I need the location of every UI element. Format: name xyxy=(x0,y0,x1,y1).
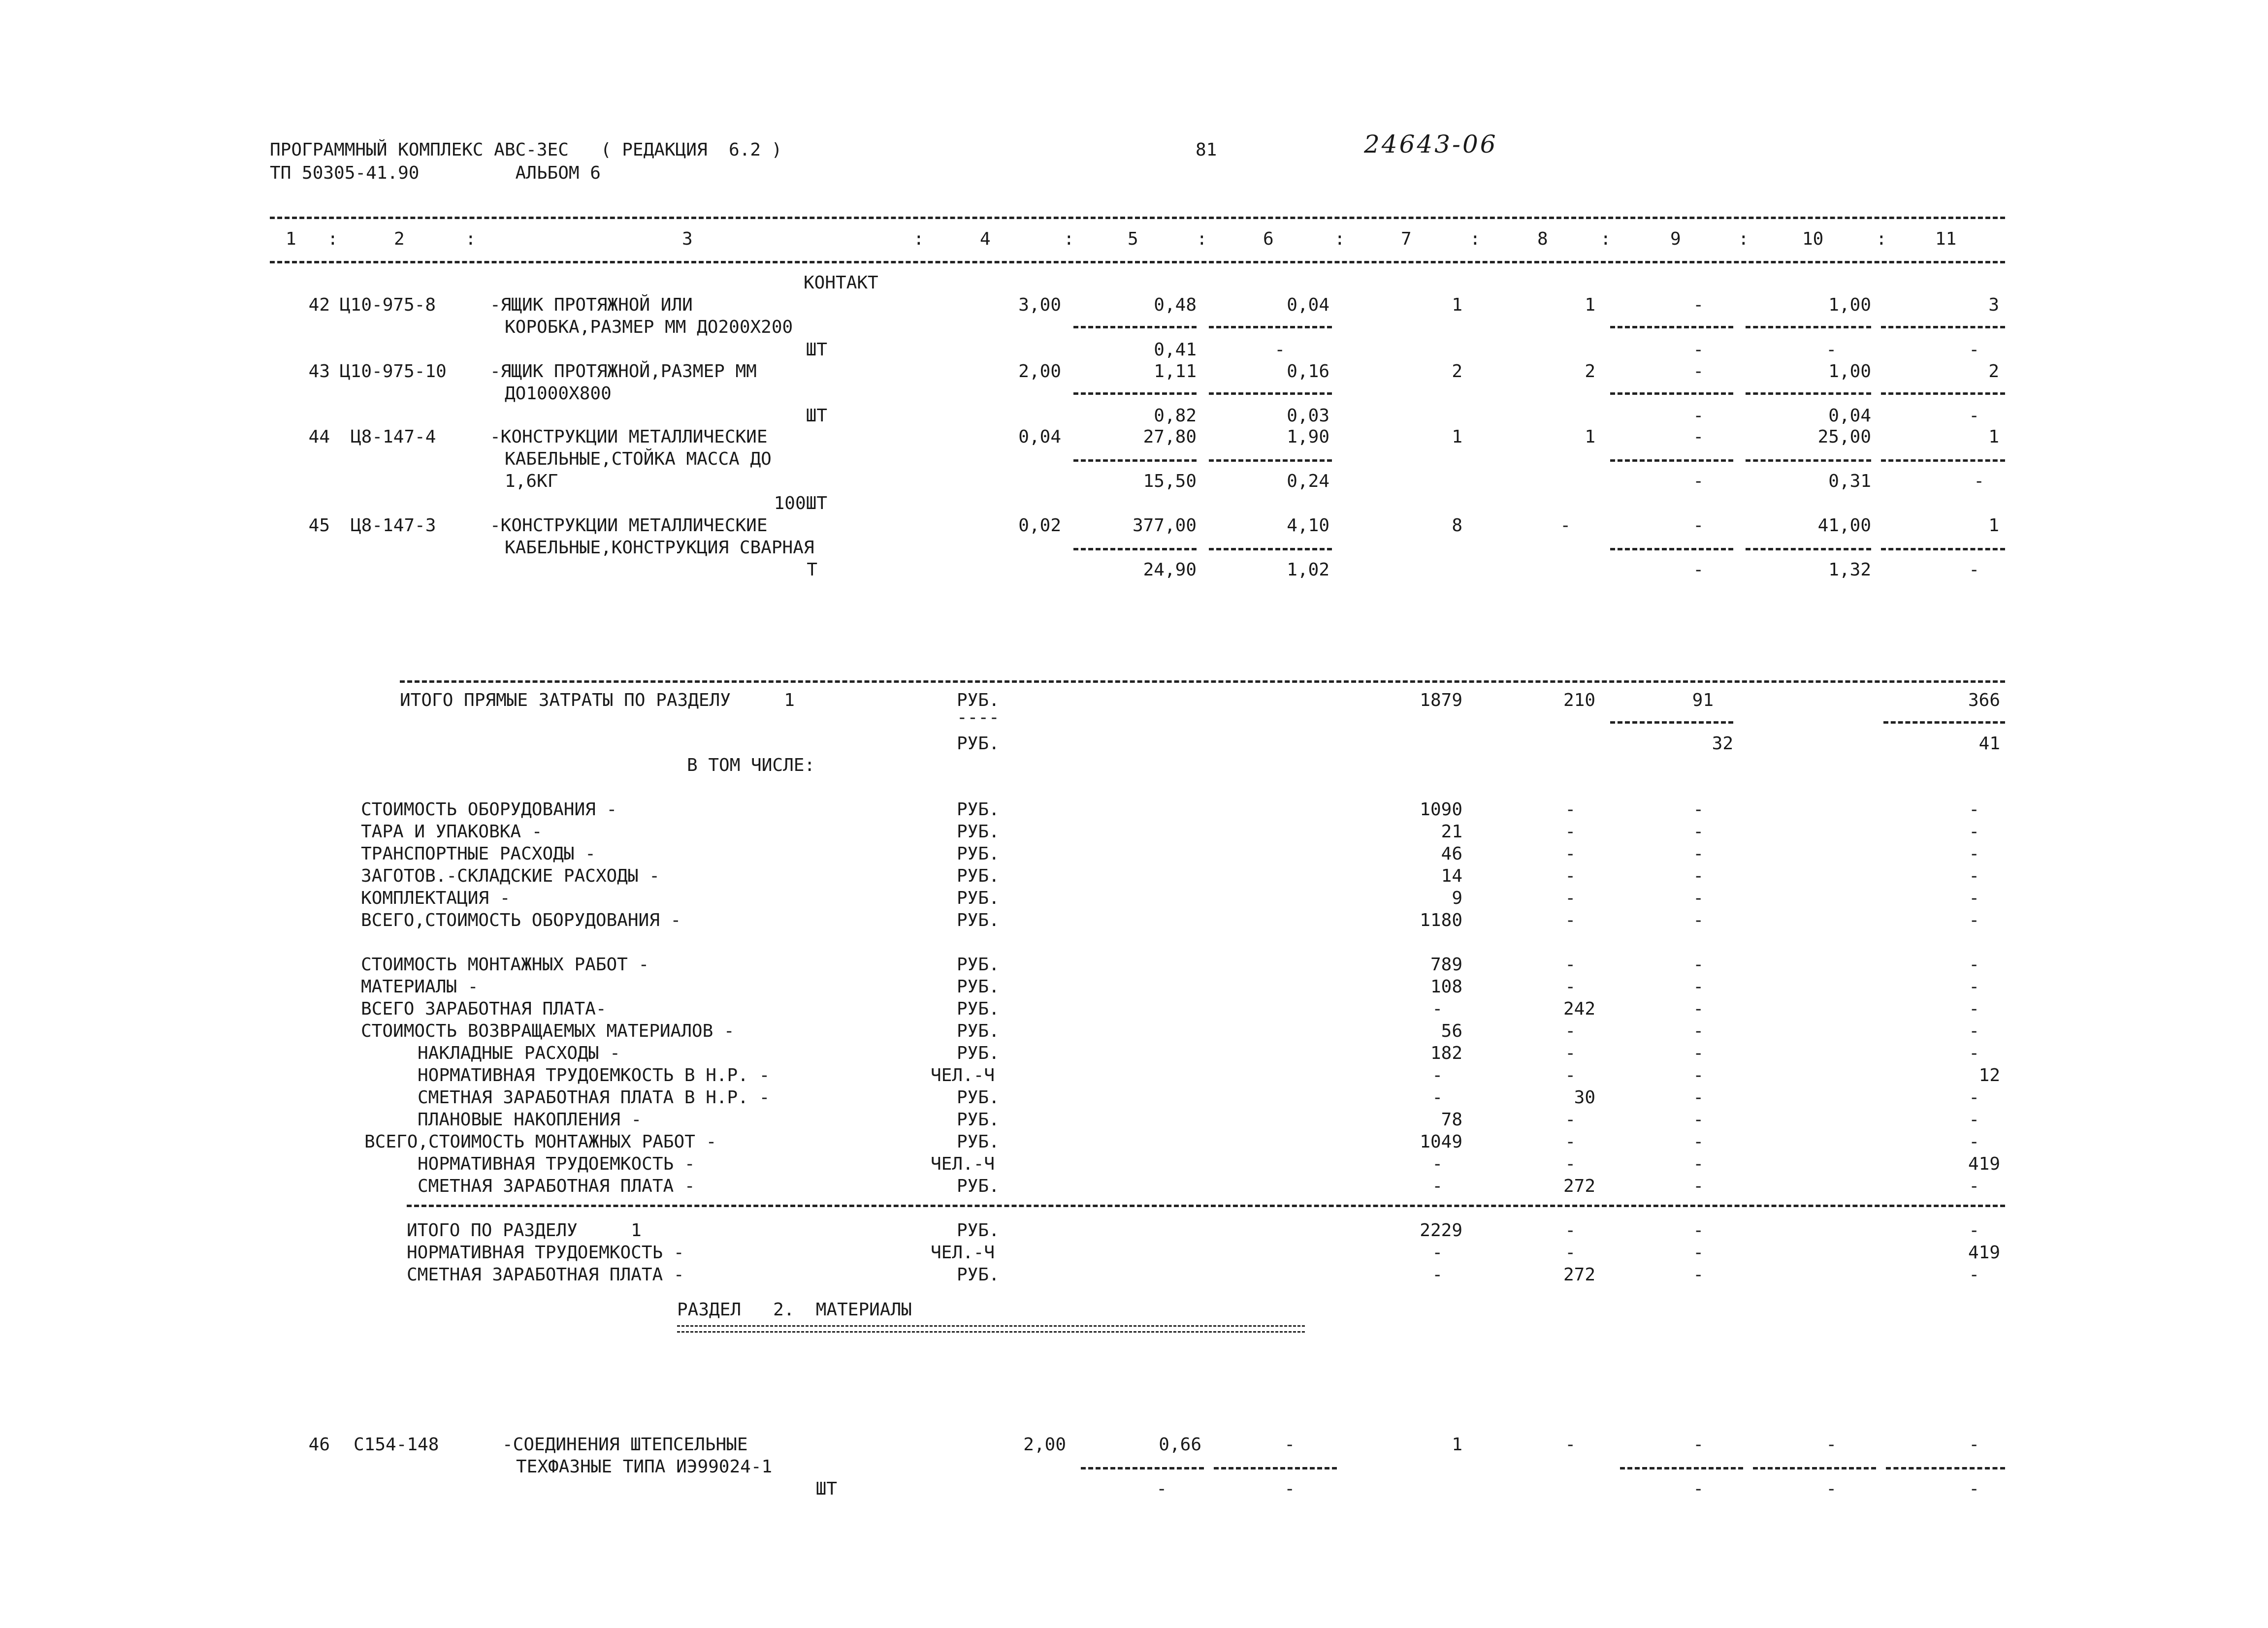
summary-c9: - xyxy=(1693,1021,1704,1041)
col-sep: : xyxy=(465,229,476,249)
col-5: 5 xyxy=(1128,229,1138,249)
summary-unit: ЧЕЛ.-Ч xyxy=(931,1243,995,1263)
summary-c9: - xyxy=(1693,1154,1704,1174)
summary-c7: - xyxy=(1432,1154,1443,1174)
summary-c11: - xyxy=(1969,999,1979,1019)
col-sep: : xyxy=(1470,229,1481,249)
summary-c8: - xyxy=(1565,822,1576,842)
col-4: 4 xyxy=(980,229,991,249)
summary-c8: 242 xyxy=(1563,999,1595,1019)
cell-divider xyxy=(1881,392,2005,395)
section-title: РАЗДЕЛ 2. МАТЕРИАЛЫ xyxy=(677,1300,912,1320)
cell-divider xyxy=(1883,721,2005,724)
summary-label: ТРАНСПОРТНЫЕ РАСХОДЫ - xyxy=(361,844,596,864)
cell-divider xyxy=(1746,459,1871,462)
summary-unit: РУБ. xyxy=(957,1176,1000,1196)
summary-unit: РУБ. xyxy=(957,844,1000,864)
cell-divider xyxy=(1073,392,1197,395)
top-rule xyxy=(270,217,2005,219)
cell-divider xyxy=(1610,459,1733,462)
summary-unit: ЧЕЛ.-Ч xyxy=(931,1065,995,1085)
col-10: 10 xyxy=(1802,229,1824,249)
summary-c8: - xyxy=(1565,1065,1576,1085)
cell-c6: - xyxy=(1284,1435,1295,1455)
summary-c9: - xyxy=(1693,1176,1704,1196)
cell-c11b: - xyxy=(1969,1479,1979,1499)
cell-c11: 2 xyxy=(1988,361,1999,382)
summary-c9: - xyxy=(1693,866,1704,886)
cell-c4: 2,00 xyxy=(1018,361,1061,382)
itogo-c9: 91 xyxy=(1692,690,1714,710)
cell-c5: 0,66 xyxy=(1159,1435,1201,1455)
col-sep: : xyxy=(1334,229,1345,249)
itogo-c8: 210 xyxy=(1563,690,1595,710)
col-3: 3 xyxy=(682,229,693,249)
row-unit: ШТ xyxy=(815,1479,837,1499)
cell-c5: 1,11 xyxy=(1154,361,1197,382)
row-number: 44 xyxy=(308,427,330,447)
summary-unit: РУБ. xyxy=(957,977,1000,997)
cell-divider xyxy=(1610,721,1733,724)
second-c11: 41 xyxy=(1978,734,2000,754)
col-sep: : xyxy=(1197,229,1207,249)
summary-c7: 1049 xyxy=(1420,1132,1462,1152)
summary-c8: - xyxy=(1565,1243,1576,1263)
summary-c8: - xyxy=(1565,1043,1576,1063)
summary-c7: - xyxy=(1432,1176,1443,1196)
summary-unit: РУБ. xyxy=(957,1220,1000,1241)
cell-divider xyxy=(1610,548,1733,550)
summary-c8: - xyxy=(1565,1021,1576,1041)
col-sep: : xyxy=(1064,229,1074,249)
cell-c6b: 1,02 xyxy=(1287,560,1329,580)
dash-text: ---- xyxy=(957,707,1000,728)
summary-label: НОРМАТИВНАЯ ТРУДОЕМКОСТЬ В Н.Р. - xyxy=(418,1065,770,1085)
summary-label: СТОИМОСТЬ ВОЗВРАЩАЕМЫХ МАТЕРИАЛОВ - xyxy=(361,1021,735,1041)
row-code: Ц10-975-8 xyxy=(340,295,436,315)
cell-c6: 0,04 xyxy=(1287,295,1329,315)
cell-c5: 377,00 xyxy=(1132,515,1197,536)
summary-c11: - xyxy=(1969,1087,1979,1108)
cell-c9b: - xyxy=(1693,560,1704,580)
summary-unit: РУБ. xyxy=(957,1021,1000,1041)
cell-c4: 3,00 xyxy=(1018,295,1061,315)
col-9: 9 xyxy=(1670,229,1681,249)
row-number: 42 xyxy=(308,295,330,315)
row-number: 43 xyxy=(308,361,330,382)
project-title: ТП 50305-41.90 АЛЬБОМ 6 xyxy=(270,163,601,183)
summary-c7: - xyxy=(1432,1243,1443,1263)
cell-divider xyxy=(1073,326,1197,328)
summary-label: ИТОГО ПО РАЗДЕЛУ 1 xyxy=(407,1220,642,1241)
summary-c9: - xyxy=(1693,999,1704,1019)
summary-c8: - xyxy=(1565,910,1576,930)
cell-divider xyxy=(1886,1467,2005,1469)
cell-c9: - xyxy=(1693,427,1704,447)
cell-c5b: - xyxy=(1156,1479,1167,1499)
col-1: 1 xyxy=(286,229,296,249)
summary-unit: РУБ. xyxy=(957,888,1000,908)
cell-c5b: 15,50 xyxy=(1143,471,1197,491)
col-8: 8 xyxy=(1537,229,1548,249)
cell-c10b: 0,04 xyxy=(1828,406,1871,426)
col-11: 11 xyxy=(1935,229,1957,249)
cell-c7: 8 xyxy=(1452,515,1462,536)
summary-label: ПЛАНОВЫЕ НАКОПЛЕНИЯ - xyxy=(418,1110,642,1130)
row-description: КОРОБКА,РАЗМЕР ММ ДО200Х200 xyxy=(505,317,793,337)
cell-c9b: - xyxy=(1693,471,1704,491)
summary-c8: - xyxy=(1565,866,1576,886)
cell-c9b: - xyxy=(1693,340,1704,360)
summary-unit: РУБ. xyxy=(957,1265,1000,1285)
summary-label: КОМПЛЕКТАЦИЯ - xyxy=(361,888,511,908)
summary-c8: - xyxy=(1565,1154,1576,1174)
col-sep: : xyxy=(327,229,338,249)
cell-c9: - xyxy=(1693,295,1704,315)
cell-divider xyxy=(1881,326,2005,328)
cell-c10b: - xyxy=(1826,340,1837,360)
summary-unit: РУБ. xyxy=(957,866,1000,886)
row-unit: 100ШТ xyxy=(774,493,827,513)
cell-c6: 4,10 xyxy=(1287,515,1329,536)
summary-unit: РУБ. xyxy=(957,1043,1000,1063)
cell-divider xyxy=(1610,326,1733,328)
cell-c9: - xyxy=(1693,1435,1704,1455)
summary-c9: - xyxy=(1693,1043,1704,1063)
unit-label: КОНТАКТ xyxy=(804,273,878,293)
summary-c11: - xyxy=(1969,910,1979,930)
summary-c7: 1180 xyxy=(1420,910,1462,930)
cell-c6b: - xyxy=(1274,340,1285,360)
summary-c11: - xyxy=(1969,1021,1979,1041)
summary-c7: 108 xyxy=(1430,977,1462,997)
cell-c11b: - xyxy=(1969,340,1979,360)
summary-label: СТОИМОСТЬ ОБОРУДОВАНИЯ - xyxy=(361,799,617,820)
cell-c11b: - xyxy=(1969,560,1979,580)
cell-c8: 1 xyxy=(1585,427,1595,447)
cell-c11: 1 xyxy=(1988,515,1999,536)
cell-c6b: 0,03 xyxy=(1287,406,1329,426)
cell-c5b: 24,90 xyxy=(1143,560,1197,580)
summary-c11: 419 xyxy=(1968,1243,2000,1263)
row-description: -ЯЩИК ПРОТЯЖНОЙ,РАЗМЕР ММ xyxy=(490,361,757,382)
itogo-c7: 1879 xyxy=(1420,690,1462,710)
second-unit: РУБ. xyxy=(957,734,1000,754)
summary-label: ВСЕГО ЗАРАБОТНАЯ ПЛАТА- xyxy=(361,999,607,1019)
summary-c7: 182 xyxy=(1430,1043,1462,1063)
summary-c11: - xyxy=(1969,977,1979,997)
summary-c11: - xyxy=(1969,844,1979,864)
summary-unit: ЧЕЛ.-Ч xyxy=(931,1154,995,1174)
row-description: -СОЕДИНЕНИЯ ШТЕПСЕЛЬНЫЕ xyxy=(502,1435,748,1455)
cell-c10: 41,00 xyxy=(1817,515,1871,536)
cell-c5b: 0,82 xyxy=(1154,406,1197,426)
row-description: КАБЕЛЬНЫЕ,КОНСТРУКЦИЯ СВАРНАЯ xyxy=(505,538,814,558)
cell-c7: 1 xyxy=(1452,295,1462,315)
summary-c9: - xyxy=(1693,1220,1704,1241)
row-code: Ц8-147-3 xyxy=(351,515,436,536)
summary-c8: - xyxy=(1565,955,1576,975)
row-description: ТЕХФАЗНЫЕ ТИПА ИЭ99024-1 xyxy=(516,1457,773,1477)
summary-unit: РУБ. xyxy=(957,1132,1000,1152)
cell-c10b: - xyxy=(1826,1479,1837,1499)
v-tom-chisle: В ТОМ ЧИСЛЕ: xyxy=(687,755,815,775)
col-sep: : xyxy=(1600,229,1611,249)
totals-rule xyxy=(400,680,2005,683)
cell-divider xyxy=(1881,548,2005,550)
cell-divider xyxy=(1746,548,1871,550)
cell-c9: - xyxy=(1693,515,1704,536)
summary-c11: - xyxy=(1969,866,1979,886)
summary-c9: - xyxy=(1693,888,1704,908)
cell-divider xyxy=(1746,326,1871,328)
cell-c7: 2 xyxy=(1452,361,1462,382)
program-title: ПРОГРАММНЫЙ КОМПЛЕКС АВС-3ЕС ( РЕДАКЦИЯ 6.2 ) xyxy=(270,140,782,160)
summary-label: НОРМАТИВНАЯ ТРУДОЕМКОСТЬ - xyxy=(407,1243,684,1263)
cell-c10: - xyxy=(1826,1435,1837,1455)
header-rule xyxy=(270,261,2005,263)
summary-c9: - xyxy=(1693,1132,1704,1152)
summary-label: СМЕТНАЯ ЗАРАБОТНАЯ ПЛАТА - xyxy=(418,1176,695,1196)
summary-label: ЗАГОТОВ.-СКЛАДСКИЕ РАСХОДЫ - xyxy=(361,866,660,886)
row-unit: ШТ xyxy=(806,406,827,426)
summary-c9: - xyxy=(1693,1087,1704,1108)
col-6: 6 xyxy=(1263,229,1274,249)
summary-label: СМЕТНАЯ ЗАРАБОТНАЯ ПЛАТА - xyxy=(407,1265,684,1285)
summary-c9: - xyxy=(1693,1065,1704,1085)
cell-c11: - xyxy=(1969,1435,1979,1455)
summary-c9: - xyxy=(1693,1265,1704,1285)
cell-c6: 1,90 xyxy=(1287,427,1329,447)
summary-c11: - xyxy=(1969,1220,1979,1241)
summary-c7: 9 xyxy=(1452,888,1462,908)
summary-c11: - xyxy=(1969,799,1979,820)
section-total-rule xyxy=(407,1205,2005,1207)
row-description: КАБЕЛЬНЫЕ,СТОЙКА МАССА ДО xyxy=(505,449,772,469)
summary-c8: - xyxy=(1565,977,1576,997)
summary-c8: - xyxy=(1565,1220,1576,1241)
row-description: -ЯЩИК ПРОТЯЖНОЙ ИЛИ xyxy=(490,295,693,315)
cell-c6b: 0,24 xyxy=(1287,471,1329,491)
summary-c7: 46 xyxy=(1441,844,1462,864)
summary-c7: 78 xyxy=(1441,1110,1462,1130)
cell-c7: 1 xyxy=(1452,1435,1462,1455)
cell-c5: 27,80 xyxy=(1143,427,1197,447)
row-code: С154-148 xyxy=(354,1435,439,1455)
cell-c11b: - xyxy=(1974,471,1984,491)
cell-divider xyxy=(1209,459,1332,462)
cell-c11: 3 xyxy=(1988,295,1999,315)
cell-divider xyxy=(1881,459,2005,462)
cell-divider xyxy=(1610,392,1733,395)
itogo-label: ИТОГО ПРЯМЫЕ ЗАТРАТЫ ПО РАЗДЕЛУ 1 xyxy=(400,690,795,710)
row-description: 1,6КГ xyxy=(505,471,558,491)
cell-divider xyxy=(1209,392,1332,395)
row-unit: ШТ xyxy=(806,340,827,360)
summary-c7: 789 xyxy=(1430,955,1462,975)
summary-label: НАКЛАДНЫЕ РАСХОДЫ - xyxy=(418,1043,620,1063)
summary-c11: 419 xyxy=(1968,1154,2000,1174)
summary-label: ТАРА И УПАКОВКА - xyxy=(361,822,543,842)
summary-c9: - xyxy=(1693,822,1704,842)
summary-c8: 30 xyxy=(1574,1087,1595,1108)
cell-c8: 2 xyxy=(1585,361,1595,382)
row-description: -КОНСТРУКЦИИ МЕТАЛЛИЧЕСКИЕ xyxy=(490,427,768,447)
col-sep: : xyxy=(1876,229,1887,249)
summary-c11: - xyxy=(1969,822,1979,842)
summary-unit: РУБ. xyxy=(957,1110,1000,1130)
cell-divider xyxy=(1214,1467,1337,1469)
summary-c8: - xyxy=(1565,1110,1576,1130)
summary-unit: РУБ. xyxy=(957,799,1000,820)
summary-label: НОРМАТИВНАЯ ТРУДОЕМКОСТЬ - xyxy=(418,1154,695,1174)
cell-divider xyxy=(1620,1467,1743,1469)
summary-c8: 272 xyxy=(1563,1265,1595,1285)
summary-c7: 14 xyxy=(1441,866,1462,886)
summary-c7: - xyxy=(1432,1087,1443,1108)
summary-c8: - xyxy=(1565,799,1576,820)
summary-c9: - xyxy=(1693,955,1704,975)
summary-unit: РУБ. xyxy=(957,1087,1000,1108)
cell-c10: 25,00 xyxy=(1817,427,1871,447)
handwritten-number: 24643-06 xyxy=(1364,130,1498,159)
summary-c7: 56 xyxy=(1441,1021,1462,1041)
summary-c8: - xyxy=(1565,1132,1576,1152)
summary-label: МАТЕРИАЛЫ - xyxy=(361,977,479,997)
row-code: Ц10-975-10 xyxy=(340,361,447,382)
cell-c8: - xyxy=(1560,515,1571,536)
cell-c10b: 0,31 xyxy=(1828,471,1871,491)
summary-label: ВСЕГО,СТОИМОСТЬ ОБОРУДОВАНИЯ - xyxy=(361,910,681,930)
cell-divider xyxy=(1081,1467,1204,1469)
cell-divider xyxy=(1209,548,1332,550)
col-sep: : xyxy=(913,229,924,249)
summary-c7: - xyxy=(1432,999,1443,1019)
summary-c9: - xyxy=(1693,1110,1704,1130)
summary-unit: РУБ. xyxy=(957,910,1000,930)
cell-c6: 0,16 xyxy=(1287,361,1329,382)
cell-c10: 1,00 xyxy=(1828,295,1871,315)
summary-c9: - xyxy=(1693,977,1704,997)
cell-divider xyxy=(1209,326,1332,328)
cell-c4: 0,02 xyxy=(1018,515,1061,536)
summary-c7: - xyxy=(1432,1065,1443,1085)
itogo-c11: 366 xyxy=(1968,690,2000,710)
row-description: -КОНСТРУКЦИИ МЕТАЛЛИЧЕСКИЕ xyxy=(490,515,768,536)
second-c9: 32 xyxy=(1712,734,1733,754)
cell-c4: 0,04 xyxy=(1018,427,1061,447)
cell-c10: 1,00 xyxy=(1828,361,1871,382)
cell-divider xyxy=(1073,459,1197,462)
summary-c9: - xyxy=(1693,910,1704,930)
summary-c9: - xyxy=(1693,844,1704,864)
summary-c7: - xyxy=(1432,1265,1443,1285)
summary-c7: 2229 xyxy=(1420,1220,1462,1241)
summary-unit: РУБ. xyxy=(957,999,1000,1019)
summary-unit: РУБ. xyxy=(957,822,1000,842)
col-2: 2 xyxy=(394,229,405,249)
summary-c11: - xyxy=(1969,955,1979,975)
cell-c9: - xyxy=(1693,361,1704,382)
cell-c11b: - xyxy=(1969,406,1979,426)
summary-unit: РУБ. xyxy=(957,955,1000,975)
cell-c6b: - xyxy=(1284,1479,1295,1499)
row-number: 45 xyxy=(308,515,330,536)
summary-c11: - xyxy=(1969,1132,1979,1152)
summary-c9: - xyxy=(1693,1243,1704,1263)
summary-c7: 1090 xyxy=(1420,799,1462,820)
section-underline xyxy=(677,1325,1305,1333)
cell-c8: - xyxy=(1565,1435,1576,1455)
page-number: 81 xyxy=(1196,140,1217,160)
summary-c11: - xyxy=(1969,888,1979,908)
cell-c5: 0,48 xyxy=(1154,295,1197,315)
col-sep: : xyxy=(1738,229,1749,249)
summary-c11: - xyxy=(1969,1043,1979,1063)
itogo-unit: РУБ. xyxy=(957,690,1000,710)
summary-c8: - xyxy=(1565,888,1576,908)
summary-c11: 12 xyxy=(1978,1065,2000,1085)
summary-c8: 272 xyxy=(1563,1176,1595,1196)
summary-c11: - xyxy=(1969,1110,1979,1130)
cell-c4: 2,00 xyxy=(1023,1435,1066,1455)
row-description: ДО1000Х800 xyxy=(505,383,612,404)
cell-c8: 1 xyxy=(1585,295,1595,315)
cell-c9b: - xyxy=(1693,406,1704,426)
summary-label: СМЕТНАЯ ЗАРАБОТНАЯ ПЛАТА В Н.Р. - xyxy=(418,1087,770,1108)
cell-divider xyxy=(1073,548,1197,550)
cell-c7: 1 xyxy=(1452,427,1462,447)
col-7: 7 xyxy=(1401,229,1412,249)
summary-label: ВСЕГО,СТОИМОСТЬ МОНТАЖНЫХ РАБОТ - xyxy=(364,1132,717,1152)
summary-c9: - xyxy=(1693,799,1704,820)
cell-c10b: 1,32 xyxy=(1828,560,1871,580)
summary-c11: - xyxy=(1969,1176,1979,1196)
cell-divider xyxy=(1753,1467,1876,1469)
summary-c8: - xyxy=(1565,844,1576,864)
cell-c9b: - xyxy=(1693,1479,1704,1499)
cell-divider xyxy=(1746,392,1871,395)
cell-c11: 1 xyxy=(1988,427,1999,447)
row-number: 46 xyxy=(308,1435,330,1455)
summary-c7: 21 xyxy=(1441,822,1462,842)
summary-c11: - xyxy=(1969,1265,1979,1285)
summary-label: СТОИМОСТЬ МОНТАЖНЫХ РАБОТ - xyxy=(361,955,649,975)
row-code: Ц8-147-4 xyxy=(351,427,436,447)
row-unit: Т xyxy=(807,560,817,580)
cell-c5b: 0,41 xyxy=(1154,340,1197,360)
